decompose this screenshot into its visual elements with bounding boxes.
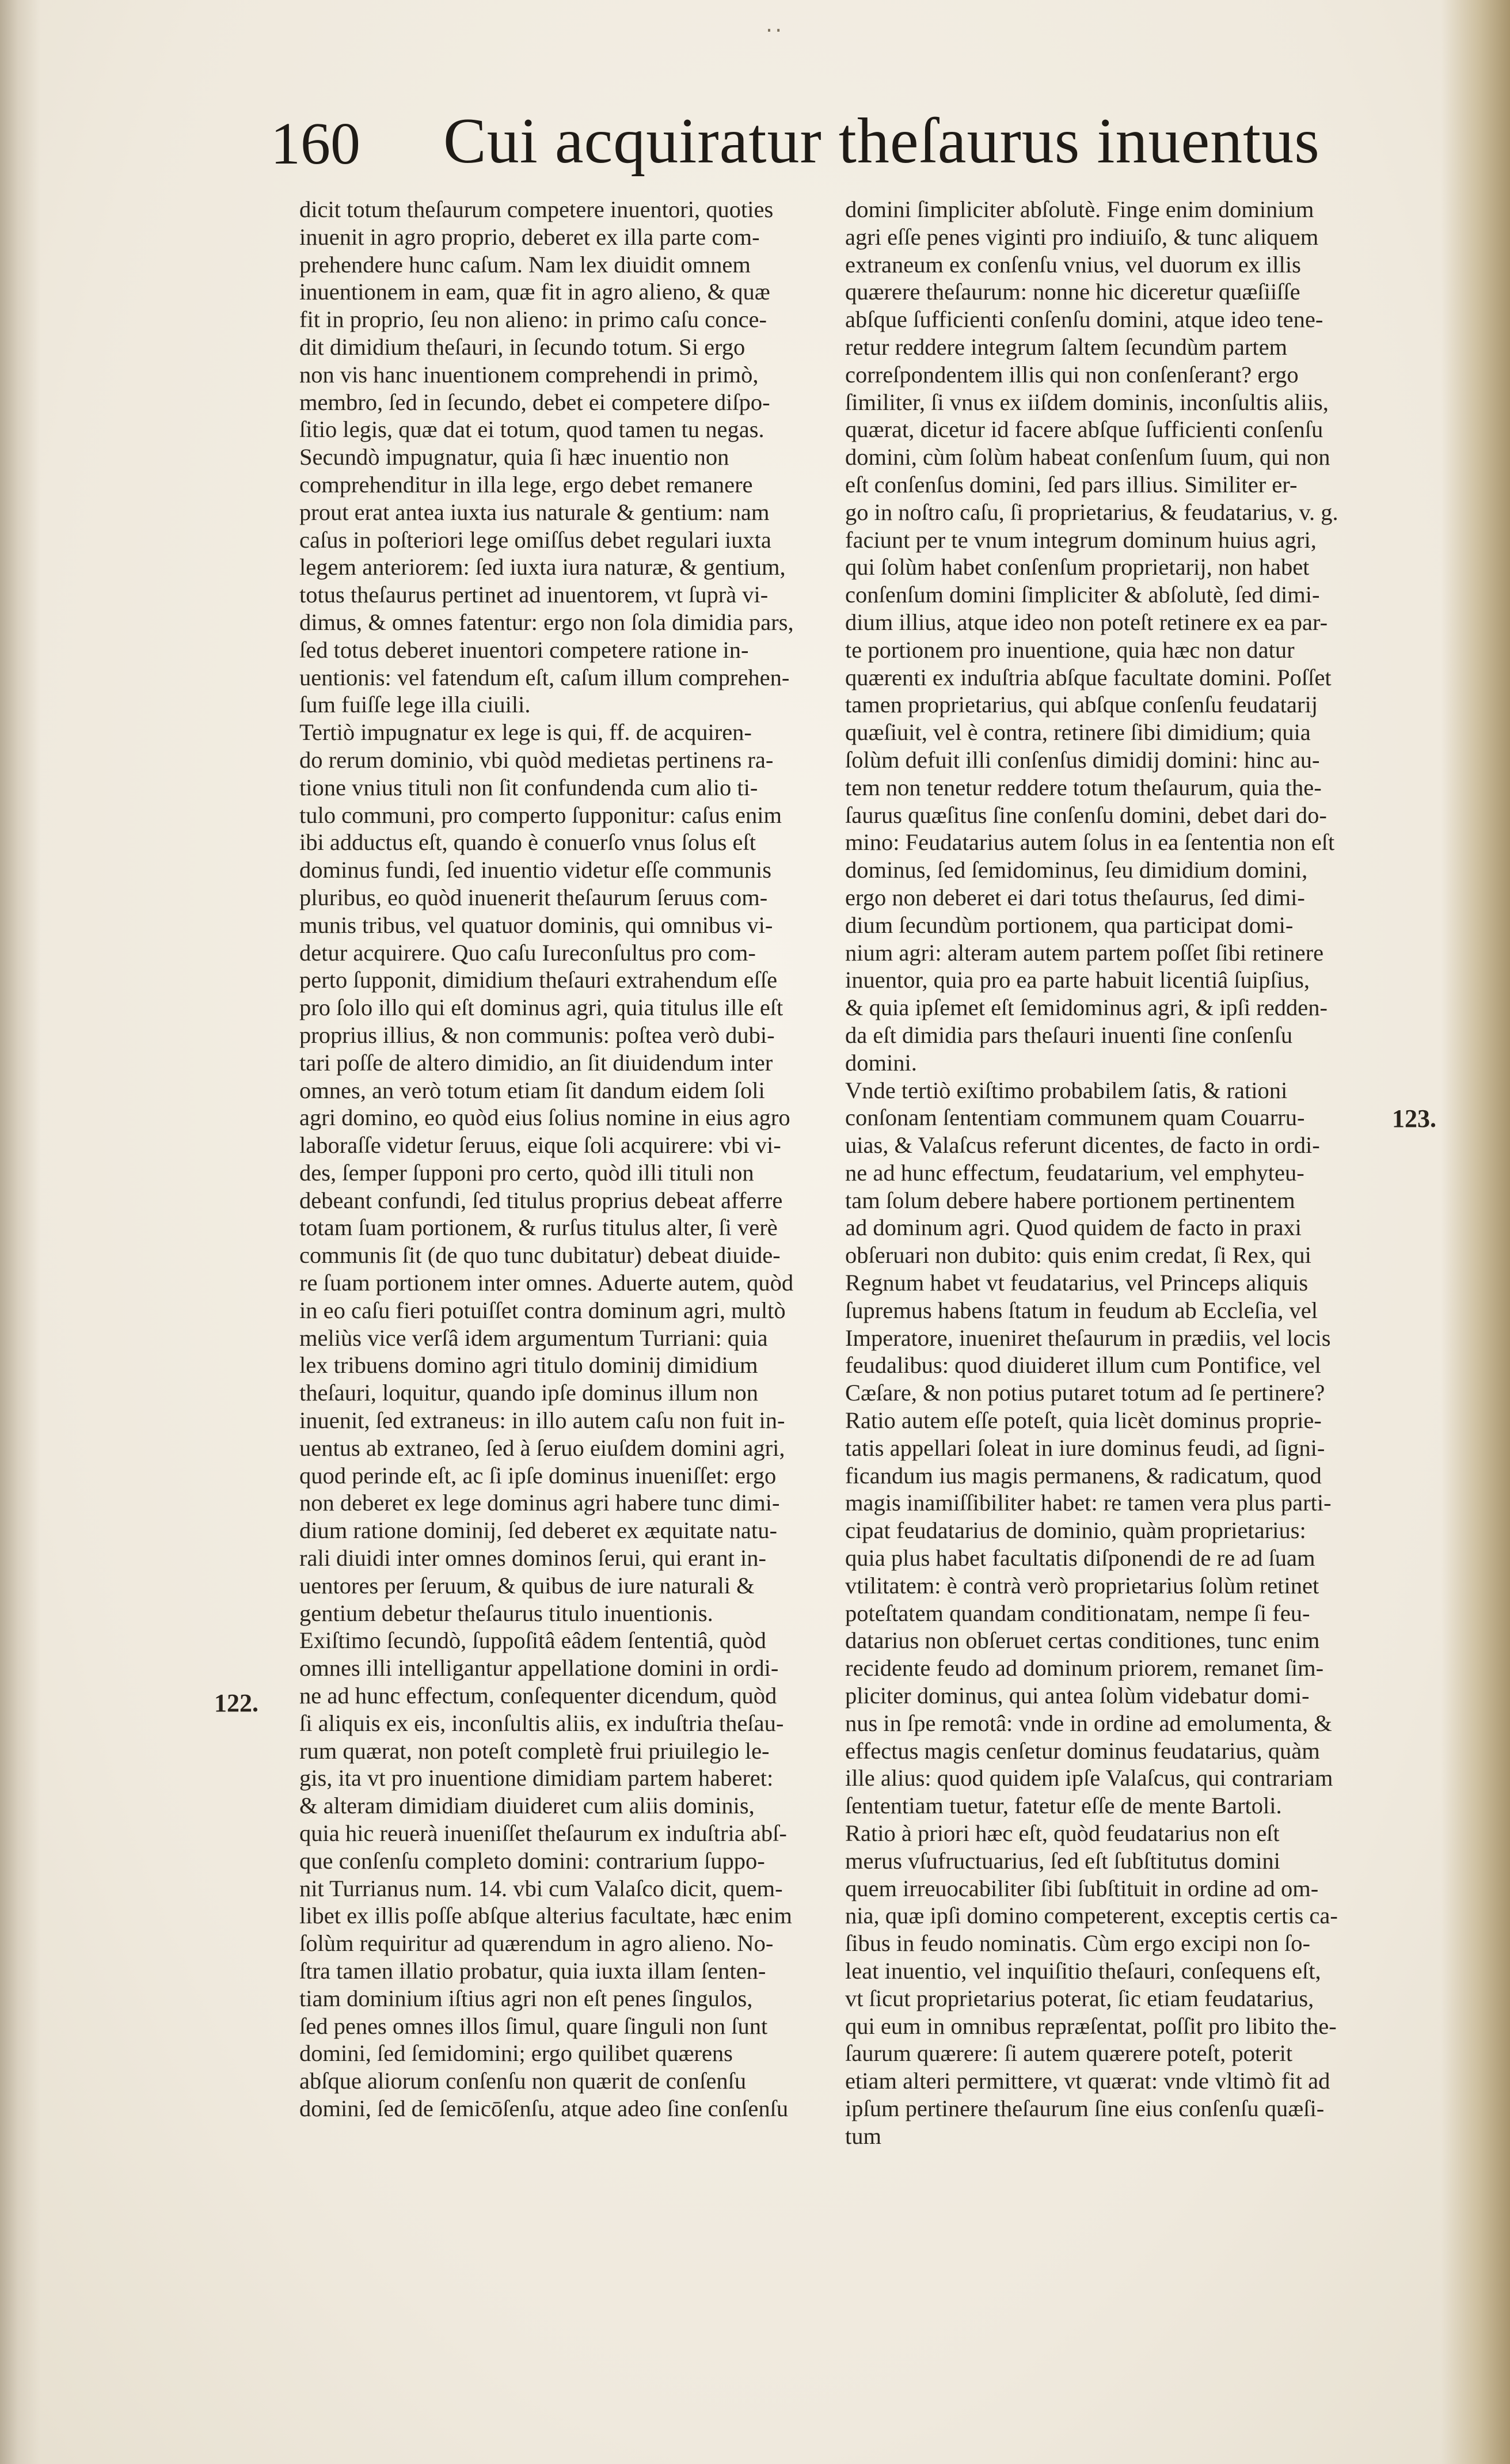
text-line: pro ſolo illo qui eſt dominus agri, quia titulus ille eſt: [299, 994, 783, 1021]
text-line: gis, ita vt pro inuentione dimidiam partem haberet:: [299, 1765, 774, 1791]
text-line: totus theſaurus pertinet ad inuentorem, vt ſuprà vi-: [299, 582, 769, 608]
text-line: Imperatore, inueniret theſaurum in prædiis, vel locis: [845, 1324, 1331, 1351]
text-line: gentium debetur theſaurus titulo inuentionis.: [299, 1600, 713, 1626]
text-line: feudalibus: quod diuideret illum cum Pontifice, vel: [845, 1352, 1321, 1379]
text-line: ſum fuiſſe lege illa ciuili.: [299, 692, 531, 718]
text-line: abſque aliorum conſenſu non quærit de conſenſu: [299, 2068, 747, 2094]
text-line: nia, quæ ipſi domino competerent, exceptis certis ca-: [845, 1903, 1338, 1929]
text-line: membro, ſed in ſecundo, debet ei competere diſpo-: [299, 389, 770, 415]
text-line: obſeruari non dubito: quis enim credat, ſi Rex, qui: [845, 1242, 1311, 1269]
text-line: tam ſolum debere habere portionem pertinentem: [845, 1187, 1295, 1213]
margin-note-right: 123.: [1392, 1104, 1436, 1133]
text-line: vtilitatem: è contrà verò proprietarius ſolùm retinet: [845, 1572, 1319, 1599]
text-line: qui ſolùm habet conſenſum proprietarij, non habet: [845, 554, 1310, 580]
text-line: ficandum ius magis permanens, & radicatum, quod: [845, 1462, 1322, 1489]
page-outer-edge: [1441, 0, 1510, 2464]
text-line: poteſtatem quandam conditionatam, nempe ſi feu-: [845, 1600, 1310, 1626]
text-line: da eſt dimidia pars theſauri inuenti ſine conſenſu: [845, 1022, 1293, 1048]
text-line: re ſuam portionem inter omnes. Aduerte autem, quòd: [299, 1270, 794, 1296]
text-line: mino: Feudatarius autem ſolus in ea ſententia non eſt: [845, 829, 1335, 856]
text-line: theſauri, loquitur, quando ipſe dominus illum non: [299, 1380, 759, 1406]
text-line: ſolùm defuit illi conſenſus dimidij domini: hinc au-: [845, 746, 1320, 773]
text-line: rum quærat, non poteſt completè frui priuilegio le-: [299, 1737, 770, 1764]
text-line: effectus magis cenſetur dominus feudatarius, quàm: [845, 1737, 1320, 1764]
text-line: inuenit in agro proprio, deberet ex illa parte com-: [299, 223, 760, 250]
text-line: ſed totus deberet inuentori competere ratione in-: [299, 636, 749, 663]
text-line: uentionis: vel fatendum eſt, caſum illum comprehen-: [299, 664, 790, 690]
page-binding-edge: [0, 0, 40, 2464]
text-line: tatis appellari ſoleat in iure dominus feudi, ad ſigni-: [845, 1434, 1325, 1461]
text-line: tem non tenetur reddere totum theſaurum, quia the-: [845, 774, 1322, 800]
text-line: ſitio legis, quæ dat ei totum, quod tamen tu negas.: [299, 416, 764, 443]
text-line: nium agri: alteram autem partem poſſet ſibi retinere: [845, 939, 1324, 966]
text-line: rali diuidi inter omnes dominos ſerui, qui erant in-: [299, 1545, 766, 1571]
text-line: caſus in poſteriori lege omiſſus debet regulari iuxta: [299, 526, 771, 553]
text-line: que conſenſu completo domini: contrarium ſuppo-: [299, 1847, 765, 1874]
text-line: vt ſicut proprietarius poterat, ſic etiam feudatarius,: [845, 1985, 1314, 2011]
text-line: quia hic reuerà inueniſſet theſaurum ex induſtria abſ-: [299, 1820, 787, 1847]
text-line: dium ratione dominij, ſed deberet ex æquitate natu-: [299, 1517, 778, 1544]
text-line: meliùs vice verſâ idem argumentum Turriani: quia: [299, 1324, 768, 1351]
text-line: quærere theſaurum: nonne hic diceretur quæſiiſſe: [845, 279, 1300, 305]
text-line: non vis hanc inuentionem comprehendi in primò,: [299, 361, 759, 388]
page-header: [271, 107, 1364, 181]
text-line: tiam dominium iſtius agri non eſt penes ſingulos,: [299, 1985, 753, 2011]
text-line: ipſum pertinere theſaurum ſine eius conſenſu quæſi-: [845, 2095, 1325, 2121]
text-line: quæſiuit, vel è contra, retinere ſibi dimidium; quia: [845, 719, 1311, 746]
text-line: ſaurum quærere: ſi autem quærere poteſt, poterit: [845, 2040, 1293, 2067]
text-line: domini, ſed de ſemicōſenſu, atque adeo ſine conſenſu: [299, 2095, 789, 2121]
text-line: conſenſum domini ſimpliciter & abſolutè, ſed dimi-: [845, 582, 1320, 608]
text-line: domini, ſed ſemidomini; ergo quilibet quærens: [299, 2040, 733, 2067]
text-line: des, ſemper ſupponi pro certo, quòd illi tituli non: [299, 1159, 754, 1186]
text-line: lex tribuens domino agri titulo dominij dimidium: [299, 1352, 758, 1379]
text-line: in eo caſu fieri potuiſſet contra dominum agri, multò: [299, 1297, 786, 1323]
text-line: ne ad hunc effectum, conſequenter dicendum, quòd: [299, 1683, 777, 1709]
text-line: leat inuentio, vel inquiſitio theſauri, conſequens eſt,: [845, 1958, 1321, 1984]
text-line: detur acquirere. Quo caſu Iureconſultus pro com-: [299, 939, 756, 966]
top-mark: ..: [766, 12, 785, 37]
left-text-column: [299, 196, 849, 2123]
margin-note-left: 122.: [214, 1689, 258, 1717]
text-line: quod perinde eſt, ac ſi ipſe dominus inueniſſet: ergo: [299, 1462, 777, 1489]
text-line: comprehenditur in illa lege, ergo debet remanere: [299, 471, 753, 498]
text-line: communis ſit (de quo tunc dubitatur) debeat diuide-: [299, 1242, 781, 1269]
text-line: & quia ipſemet eſt ſemidominus agri, & ipſi redden-: [845, 994, 1328, 1021]
text-line: quærat, dicetur id facere abſque ſufficienti conſenſu: [845, 416, 1323, 443]
text-line: ne ad hunc effectum, feudatarium, vel emphyteu-: [845, 1159, 1304, 1186]
text-line: quia plus habet facultatis diſponendi de re ad ſuam: [845, 1545, 1315, 1571]
text-line: magis inamiſſibiliter habet: re tamen vera plus parti-: [845, 1490, 1332, 1516]
text-line: laboraſſe videtur ſeruus, eique ſoli acquirere: vbi vi-: [299, 1132, 781, 1159]
text-line: tione vnius tituli non ſit confundenda cum alio ti-: [299, 774, 758, 800]
text-line: prehendere hunc caſum. Nam lex diuidit omnem: [299, 251, 751, 278]
text-line: etiam alteri permittere, vt quærat: vnde vltimò fit ad: [845, 2068, 1330, 2094]
text-line: ſed penes omnes illos ſimul, quare ſinguli non ſunt: [299, 2013, 768, 2039]
text-line: uentus ab extraneo, ſed à ſeruo eiuſdem domini agri,: [299, 1434, 785, 1461]
text-line: prout erat antea iuxta ius naturale & gentium: nam: [299, 499, 770, 525]
text-line: qui eum in omnibus repræſentat, poſſit pro libito the-: [845, 2013, 1337, 2039]
text-line: ſolùm requiritur ad quærendum in agro alieno. No-: [299, 1930, 774, 1957]
text-line: abſque ſufficienti conſenſu domini, atque ideo tene-: [845, 306, 1323, 333]
text-line: perto ſupponit, dimidium theſauri extrahendum eſſe: [299, 967, 778, 993]
text-line: ſibus in feudo nominatis. Cùm ergo excipi non ſo-: [845, 1930, 1311, 1957]
text-line: ſimiliter, ſi vnus ex iiſdem dominis, inconſultis aliis,: [845, 389, 1329, 415]
text-line: Regnum habet vt feudatarius, vel Princeps aliquis: [845, 1270, 1309, 1296]
text-line: merus vſufructuarius, ſed eſt ſubſtitutus domini: [845, 1847, 1280, 1874]
text-line: tum: [845, 2123, 882, 2149]
text-line: dicit totum theſaurum competere inuentori, quoties: [299, 196, 774, 222]
text-line: omnes illi intelligantur appellatione domini in ordi-: [299, 1655, 779, 1681]
text-line: munis tribus, vel quatuor dominis, qui omnibus vi-: [299, 912, 773, 938]
text-line: inuentor, quia pro ea parte habuit licentiâ ſuipſius,: [845, 967, 1310, 993]
text-line: correſpondentem illis qui non conſenſerant? ergo: [845, 361, 1299, 388]
text-line: tari poſſe de altero dimidio, an ſit diuidendum inter: [299, 1049, 773, 1076]
text-line: dium ſecundùm portionem, qua participat domi-: [845, 912, 1294, 938]
text-line: ibi adductus eſt, quando è conuerſo vnus ſolus eſt: [299, 829, 756, 856]
text-line: quem irreuocabiliter ſibi ſubſtituit in ordine ad om-: [845, 1875, 1319, 1901]
text-line: dit dimidium theſauri, in ſecundo totum. Si ergo: [299, 333, 746, 360]
text-line: uentores per ſeruum, & quibus de iure naturali &: [299, 1572, 755, 1599]
text-line: totam ſuam portionem, & rurſus titulus alter, ſi verè: [299, 1214, 778, 1241]
text-line: omnes, an verò totum etiam ſit dandum eidem ſoli: [299, 1077, 765, 1103]
text-line: ad dominum agri. Quod quidem de facto in praxi: [845, 1214, 1302, 1241]
text-line: te portionem pro inuentione, quia hæc non datur: [845, 636, 1295, 663]
text-line: extraneum ex conſenſu vnius, vel duorum ex illis: [845, 251, 1301, 278]
text-line: Vnde tertiò exiſtimo probabilem ſatis, & rationi: [845, 1077, 1288, 1103]
running-title: Cui acquiratur theſaurus inuentus: [443, 105, 1320, 177]
text-line: libet ex illis poſſe abſque alterius facultate, hæc enim: [299, 1903, 792, 1929]
text-line: non deberet ex lege dominus agri habere tunc dimi-: [299, 1490, 780, 1516]
text-line: agri eſſe penes viginti pro indiuiſo, & tunc aliquem: [845, 223, 1319, 250]
right-text-column: [845, 196, 1395, 2150]
text-line: inuenit, ſed extraneus: in illo autem caſu non fuit in-: [299, 1407, 785, 1434]
text-line: & alteram dimidiam diuideret cum aliis dominis,: [299, 1793, 755, 1819]
text-line: nus in ſpe remotâ: vnde in ordine ad emolumenta, &: [845, 1710, 1332, 1736]
text-line: domini ſimpliciter abſolutè. Finge enim dominium: [845, 196, 1314, 222]
text-line: proprius illius, & non communis: poſtea verò dubi-: [299, 1022, 775, 1048]
text-line: quærenti ex induſtria abſque facultate domini. Poſſet: [845, 664, 1332, 690]
text-line: pluribus, eo quòd inuenerit theſaurum ſeruus com-: [299, 884, 768, 910]
text-line: ille alius: quod quidem ipſe Valaſcus, qui contrariam: [845, 1765, 1333, 1791]
text-line: ergo non deberet ei dari totus theſaurus, ſed dimi-: [845, 884, 1305, 910]
text-line: dominus, ſed ſemidominus, ſeu dimidium domini,: [845, 857, 1308, 883]
text-line: datarius non obſeruet certas conditiones, tunc enim: [845, 1627, 1320, 1654]
text-line: Ratio autem eſſe poteſt, quia licèt dominus proprie-: [845, 1407, 1322, 1434]
page-number: 160: [271, 111, 360, 177]
text-line: faciunt per te vnum integrum dominum huius agri,: [845, 526, 1317, 553]
text-line: ſententiam tuetur, fatetur eſſe de mente Bartoli.: [845, 1793, 1282, 1819]
text-line: nit Turrianus num. 14. vbi cum Valaſco dicit, quem-: [299, 1875, 783, 1901]
text-line: ſtra tamen illatio probatur, quia iuxta illam ſenten-: [299, 1958, 766, 1984]
text-line: Cæſare, & non potius putaret totum ad ſe pertinere?: [845, 1380, 1325, 1406]
text-line: go in noſtro caſu, ſi proprietarius, & feudatarius, v. g.: [845, 499, 1338, 525]
text-line: agri domino, eo quòd eius ſolius nomine in eius agro: [299, 1104, 790, 1131]
text-line: retur reddere integrum ſaltem ſecundùm partem: [845, 333, 1288, 360]
text-line: ſaurus quæſitus ſine conſenſu domini, debet dari do-: [845, 802, 1327, 828]
text-line: dominus fundi, ſed inuentio videtur eſſe communis: [299, 857, 772, 883]
text-line: do rerum dominio, vbi quòd medietas pertinens ra-: [299, 746, 774, 773]
text-line: fit in proprio, ſeu non alieno: in primo caſu conce-: [299, 306, 767, 333]
text-line: recidente feudo ad dominum priorem, remanet ſim-: [845, 1655, 1324, 1681]
text-line: Ratio à priori hæc eſt, quòd feudatarius non eſt: [845, 1820, 1280, 1847]
text-line: legem anteriorem: ſed iuxta iura naturæ, & gentium,: [299, 554, 786, 580]
text-line: Secundò impugnatur, quia ſi hæc inuentio non: [299, 444, 729, 470]
text-line: cipat feudatarius de dominio, quàm proprietarius:: [845, 1517, 1306, 1544]
text-line: uias, & Valaſcus referunt dicentes, de facto in ordi-: [845, 1132, 1320, 1159]
text-line: inuentionem in eam, quæ fit in agro alieno, & quæ: [299, 279, 770, 305]
text-line: eſt conſenſus domini, ſed pars illius. Similiter er-: [845, 471, 1298, 498]
text-line: Tertiò impugnatur ex lege is qui, ff. de acquiren-: [299, 719, 752, 746]
text-line: Exiſtimo ſecundò, ſuppoſitâ eâdem ſententiâ, quòd: [299, 1627, 766, 1654]
text-line: conſonam ſententiam communem quam Couarru-: [845, 1104, 1305, 1131]
text-line: domini, cùm ſolùm habeat conſenſum ſuum, qui non: [845, 444, 1330, 470]
text-line: tulo communi, pro comperto ſupponitur: caſus enim: [299, 802, 782, 828]
text-line: domini.: [845, 1049, 917, 1076]
text-line: tamen proprietarius, qui abſque conſenſu feudatarij: [845, 692, 1318, 718]
text-line: ſupremus habens ſtatum in feudum ab Eccleſia, vel: [845, 1297, 1318, 1323]
text-line: dimus, & omnes fatentur: ergo non ſola dimidia pars,: [299, 609, 794, 635]
text-line: debeant confundi, ſed titulus proprius debeat afferre: [299, 1187, 783, 1213]
text-line: ſi aliquis ex eis, inconſultis aliis, ex induſtria theſau-: [299, 1710, 784, 1736]
text-line: dium illius, atque ideo non poteſt retinere ex ea par-: [845, 609, 1328, 635]
text-line: pliciter dominus, qui antea ſolùm videbatur domi-: [845, 1683, 1310, 1709]
